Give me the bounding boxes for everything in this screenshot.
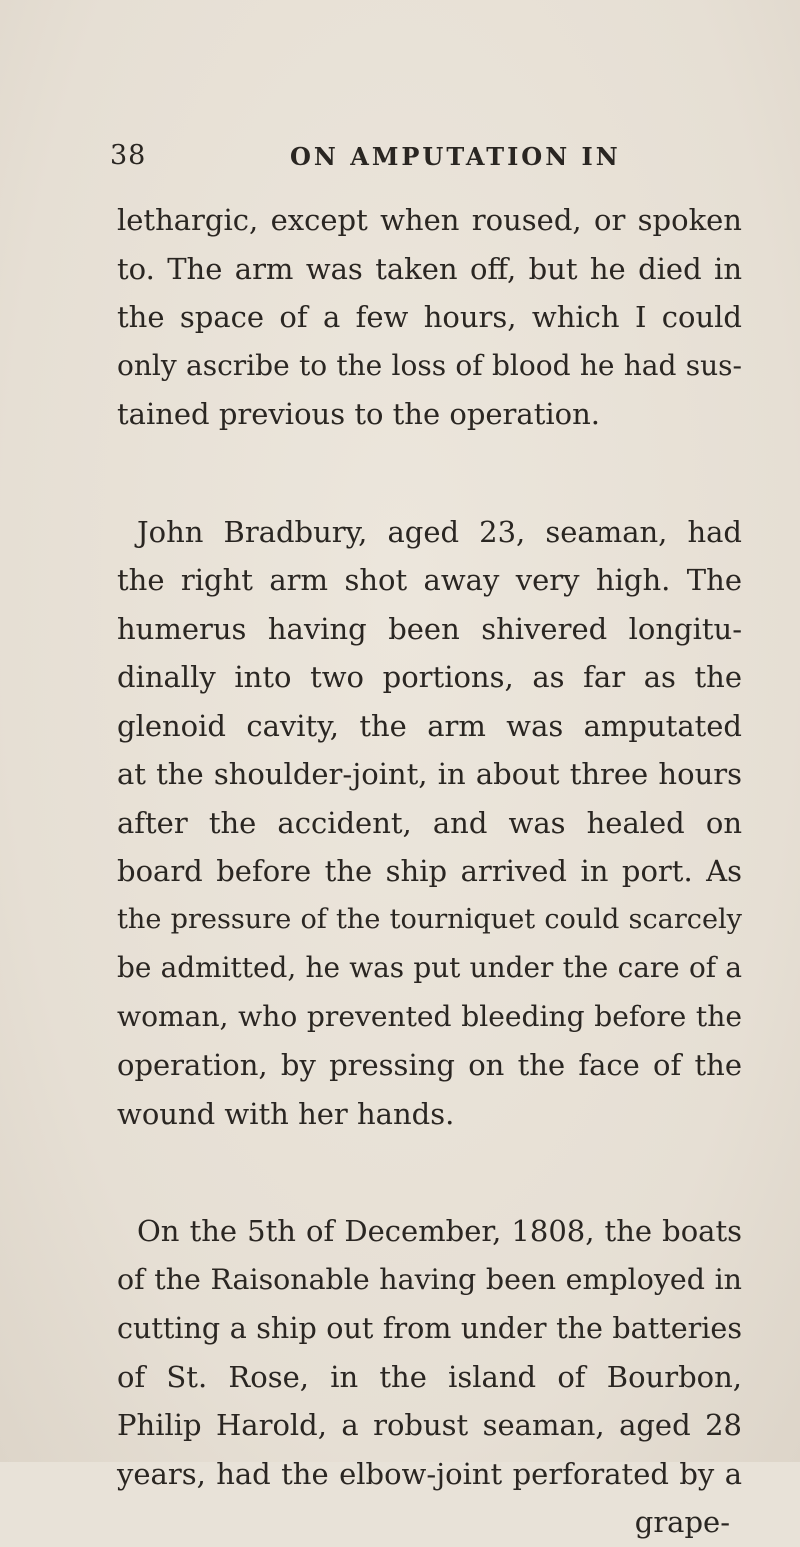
text-line: the pressure of the tourniquet could scarcely (117, 903, 742, 935)
text-line: tained previous to the operation. (117, 397, 600, 431)
text-line: operation, by pressing on the face of the (117, 1048, 742, 1082)
body-text (117, 196, 742, 1547)
paragraph (117, 508, 742, 1139)
text-line: dinally into two portions, as far as the (117, 660, 742, 694)
paragraph (117, 1207, 742, 1498)
text-line: the space of a few hours, which I could (117, 300, 742, 334)
page-number: 38 (110, 140, 147, 171)
text-line: lethargic, except when roused, or spoken (117, 203, 742, 237)
text-line: the right arm shot away very high. The (117, 563, 742, 597)
text-line: board before the ship arrived in port. As (117, 854, 742, 888)
text-line: only ascribe to the loss of blood he had sus- (117, 348, 742, 382)
text-line: to. The arm was taken off, but he died in (117, 251, 742, 286)
paragraph (117, 196, 742, 439)
text-line: years, had the elbow-joint perforated by a (117, 1456, 742, 1491)
paragraph-gap (117, 439, 742, 508)
page-header (108, 140, 708, 180)
text-line: humerus having been shivered longitu- (117, 611, 742, 646)
paragraph-gap (117, 1138, 742, 1207)
text-line: Philip Harold, a robust seaman, aged 28 (117, 1408, 742, 1442)
text-line: wound with her hands. (117, 1096, 455, 1131)
text-line: after the accident, and was healed on (117, 805, 742, 840)
text-line: of the Raisonable having been employed in (117, 1262, 742, 1296)
text-line: cutting a ship out from under the batteries (117, 1311, 742, 1345)
text-line: of St. Rose, in the island of Bourbon, (117, 1359, 742, 1394)
text-line: at the shoulder-joint, in about three hours (117, 757, 742, 791)
text-line: On the 5th of December, 1808, the boats (137, 1214, 742, 1248)
text-line: woman, who prevented bleeding before the (117, 999, 742, 1033)
text-line: be admitted, he was put under the care of a (117, 951, 742, 984)
text-line: John Bradbury, aged 23, seaman, had (137, 514, 742, 549)
text-line: glenoid cavity, the arm was amputated (117, 708, 742, 743)
catchword: grape- (634, 1505, 730, 1539)
running-head: ON AMPUTATION IN (290, 142, 621, 171)
